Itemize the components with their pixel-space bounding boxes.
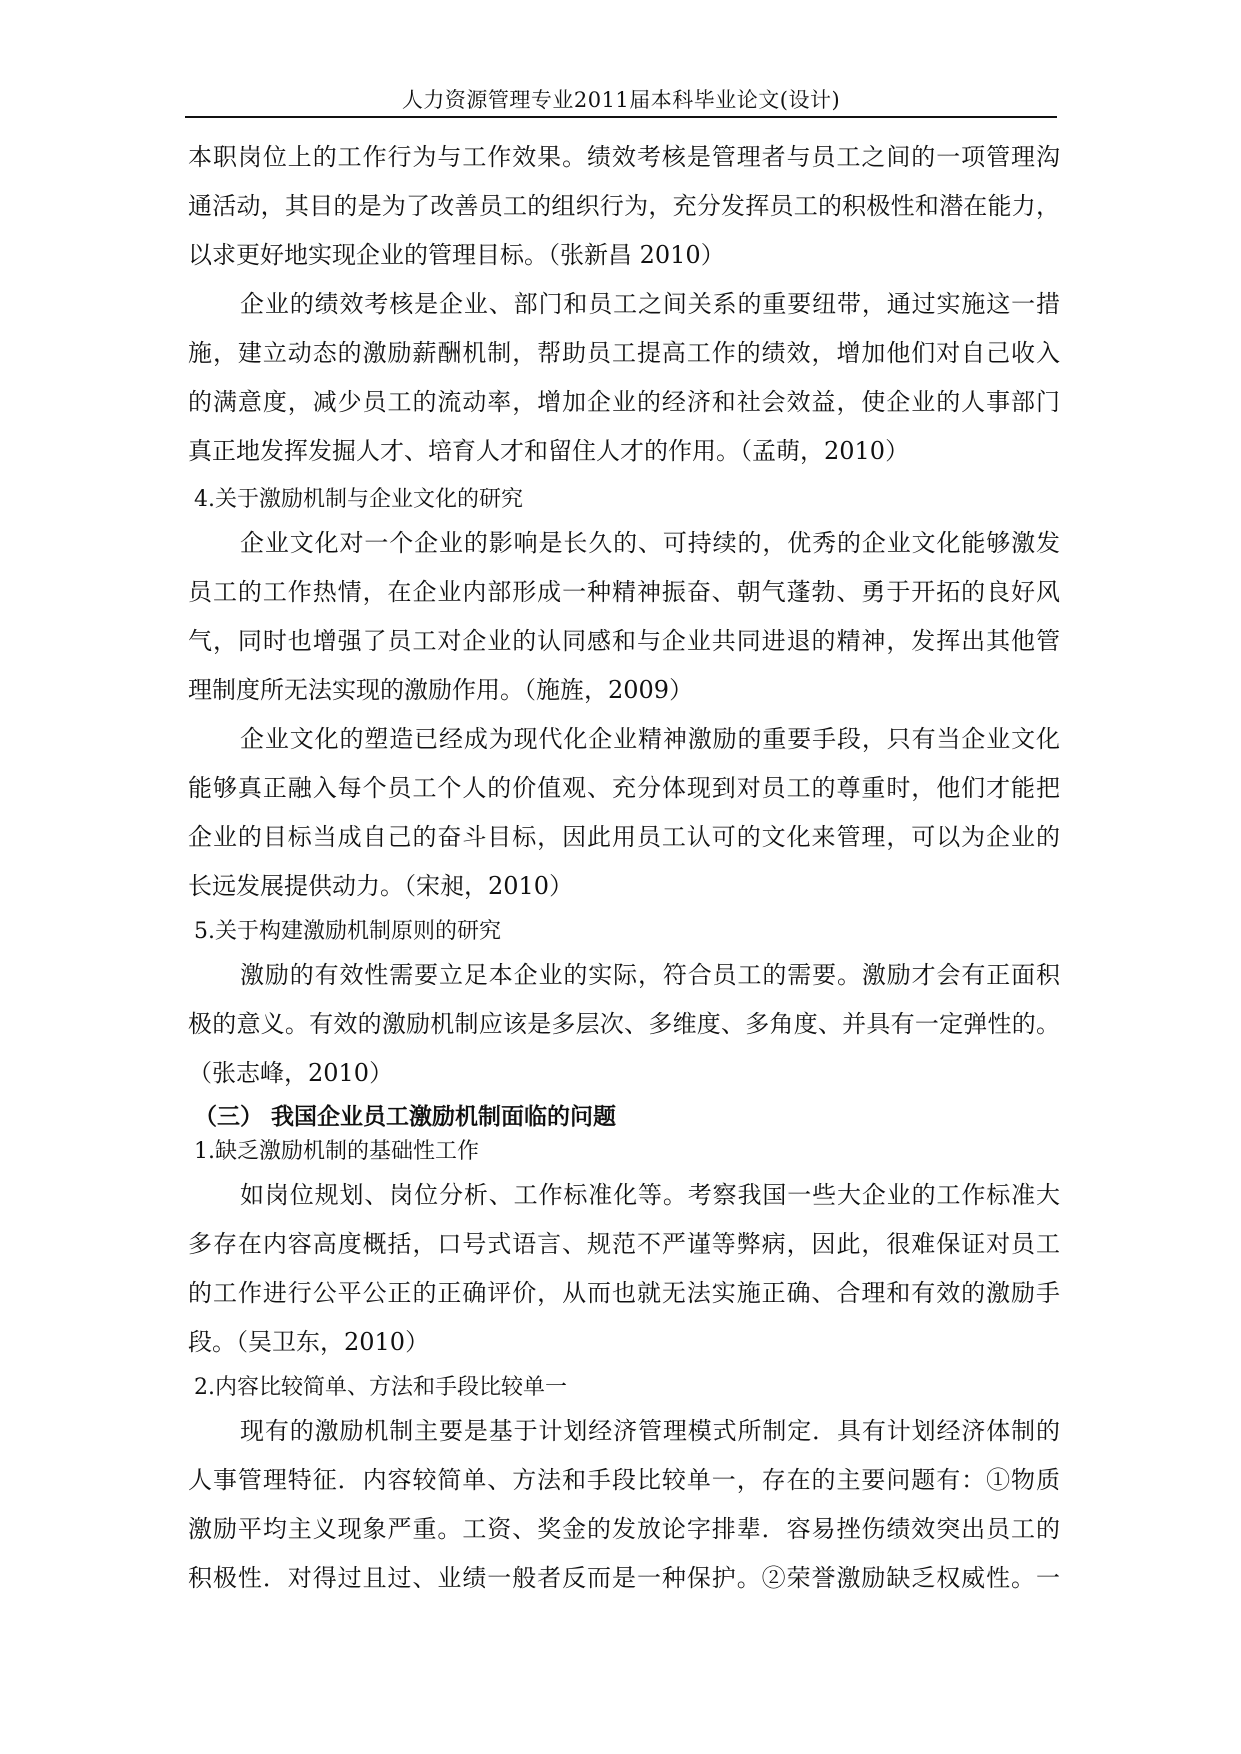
paragraph-start: 激励的有效性需要立足本企业的实际，符合员工的需要。激励才会有正面积 — [240, 961, 1060, 989]
body-line: 多存在内容高度概括，口号式语言、规范不严谨等弊病，因此，很难保证对员工 — [188, 1230, 1060, 1258]
body-line: 以求更好地实现企业的管理目标。（张新昌 2010） — [188, 241, 725, 269]
body-line: 气，同时也增强了员工对企业的认同感和与企业共同进退的精神，发挥出其他管 — [188, 627, 1060, 655]
subheading: 1.缺乏激励机制的基础性工作 — [194, 1139, 479, 1164]
body-line: 长远发展提供动力。（宋昶，2010） — [188, 872, 574, 900]
page-header: 人力资源管理专业2011届本科毕业论文(设计) — [401, 88, 841, 112]
body-line: 真正地发挥发掘人才、培育人才和留住人才的作用。（孟萌，2010） — [188, 437, 910, 465]
body-line: 的满意度，减少员工的流动率，增加企业的经济和社会效益，使企业的人事部门 — [188, 388, 1060, 416]
body-line: 理制度所无法实现的激励作用。（施旌，2009） — [188, 676, 694, 704]
paragraph-start: 如岗位规划、岗位分析、工作标准化等。考察我国一些大企业的工作标准大 — [240, 1181, 1060, 1209]
body-line: 通活动，其目的是为了改善员工的组织行为，充分发挥员工的积极性和潜在能力， — [188, 192, 1060, 220]
subheading: 5.关于构建激励机制原则的研究 — [194, 919, 501, 944]
body-line: 本职岗位上的工作行为与工作效果。绩效考核是管理者与员工之间的一项管理沟 — [188, 143, 1060, 171]
body-line: 的工作进行公平公正的正确评价，从而也就无法实施正确、合理和有效的激励手 — [188, 1279, 1060, 1307]
body-line: 激励平均主义现象严重。工资、奖金的发放论字排辈．容易挫伤绩效突出员工的 — [188, 1515, 1060, 1543]
paragraph-start: 企业文化的塑造已经成为现代化企业精神激励的重要手段，只有当企业文化 — [240, 725, 1060, 753]
paragraph-start: 现有的激励机制主要是基于计划经济管理模式所制定．具有计划经济体制的 — [240, 1417, 1060, 1445]
subheading: 4.关于激励机制与企业文化的研究 — [194, 487, 523, 512]
body-line: 企业的目标当成自己的奋斗目标，因此用员工认可的文化来管理，可以为企业的 — [188, 823, 1060, 851]
body-line: 人事管理特征．内容较简单、方法和手段比较单一，存在的主要问题有：①物质 — [188, 1466, 1060, 1494]
body-line: 员工的工作热情，在企业内部形成一种精神振奋、朝气蓬勃、勇于开拓的良好风 — [188, 578, 1060, 606]
body-line: 施，建立动态的激励薪酬机制，帮助员工提高工作的绩效，增加他们对自己收入 — [188, 339, 1060, 367]
body-line: 能够真正融入每个员工个人的价值观、充分体现到对员工的尊重时，他们才能把 — [188, 774, 1060, 802]
body-line: 极的意义。有效的激励机制应该是多层次、多维度、多角度、并具有一定弹性的。 — [188, 1010, 1060, 1038]
body-line: （张志峰，2010） — [188, 1059, 394, 1087]
header-rule — [185, 116, 1057, 118]
paragraph-start: 企业的绩效考核是企业、部门和员工之间关系的重要纽带，通过实施这一措 — [240, 290, 1060, 318]
section-heading: （三） 我国企业员工激励机制面临的问题 — [194, 1103, 617, 1130]
body-line: 积极性．对得过且过、业绩一般者反而是一种保护。②荣誉激励缺乏权威性。一 — [188, 1564, 1060, 1592]
body-line: 段。（吴卫东，2010） — [188, 1328, 430, 1356]
paragraph-start: 企业文化对一个企业的影响是长久的、可持续的，优秀的企业文化能够激发 — [240, 529, 1060, 557]
subheading: 2.内容比较简单、方法和手段比较单一 — [194, 1375, 567, 1400]
